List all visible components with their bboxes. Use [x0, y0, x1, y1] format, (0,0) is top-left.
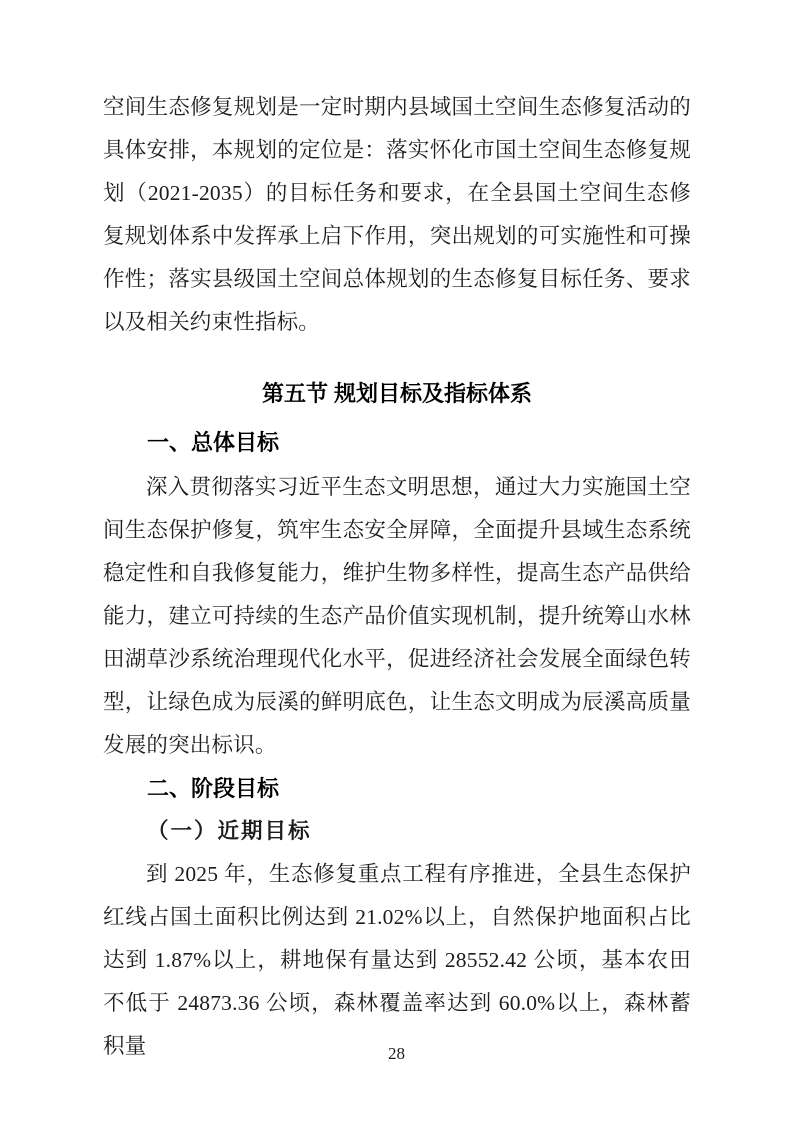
subsection-heading-stage-goals: 二、阶段目标	[147, 776, 280, 801]
item-heading-near-term-goals: （一）近期目标	[147, 819, 312, 843]
overall-goals-paragraph: 深入贯彻落实习近平生态文明思想，通过大力实施国土空间生态保护修复，筑牢生态安全屏障，全面提升县域生态系统稳定性和自我修复能力，维护生物多样性，提高生态产品供给能力，建立可持续的生态产品价值实现机制，提升统筹山水林田湖草沙系统治理现代化水平，促进经济社会发展全面绿色转型，让绿色成为辰溪的鲜明底色，让生态文明成为辰溪高质量发展的突出标识。	[103, 475, 691, 757]
section-heading: 第五节 规划目标及指标体系	[261, 381, 533, 406]
document-content	[103, 86, 691, 1068]
subsection-heading-overall-goals: 一、总体目标	[147, 430, 280, 455]
intro-paragraph: 空间生态修复规划是一定时期内县域国土空间生态修复活动的具体安排，本规划的定位是：落实怀化市国土空间生态修复规划（2021-2035）的目标任务和要求，在全县国土空间生态修复规划体系中发挥承上启下作用，突出规划的可实施性和可操作性；落实县级国土空间总体规划的生态修复目标任务、要求以及相关约束性指标。	[103, 95, 691, 334]
near-term-goals-paragraph: 到 2025 年，生态修复重点工程有序推进，全县生态保护红线占国土面积比例达到 21.02%以上，自然保护地面积占比达到 1.87%以上，耕地保有量达到 28552.42 公顷，基本农田不低于 24873.36 公顷，森林覆盖率达到 60.0%以上，森林蓄积量	[103, 862, 691, 1058]
page-number: 28	[388, 1044, 405, 1063]
